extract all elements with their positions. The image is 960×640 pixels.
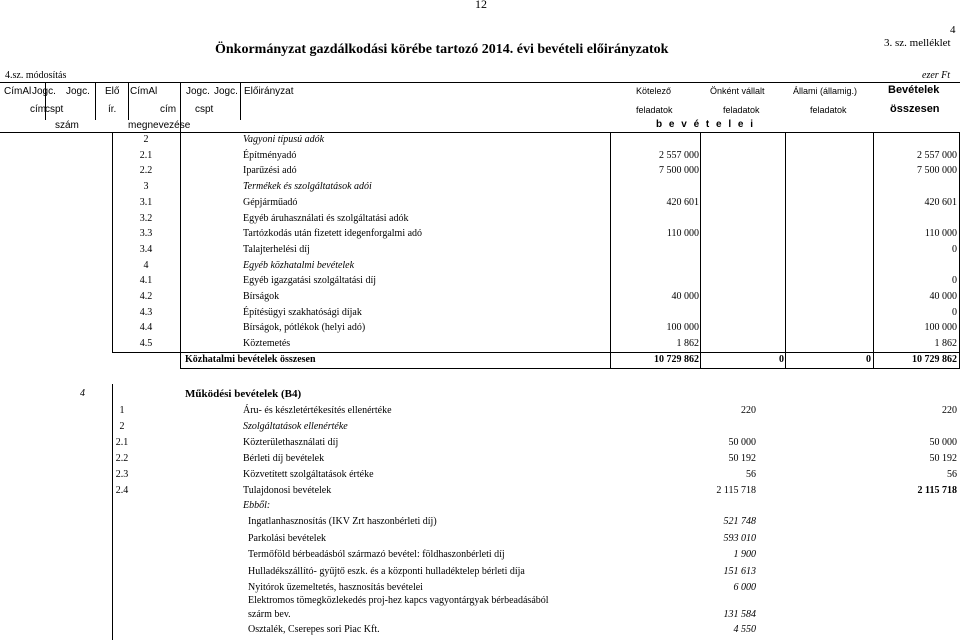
ebbol-name: Hulladékszállító- gyűjtő eszk. és a központi hulladéktelep bérleti díja — [248, 565, 525, 577]
row-onkent: 2 115 718 — [716, 485, 756, 496]
mukodesi-title-row — [0, 386, 960, 402]
header-feladatok-3: feladatok — [810, 105, 847, 115]
header-jogc-3: Jogc. — [186, 86, 210, 97]
row-name: Egyéb közhatalmi bevételek — [243, 259, 355, 271]
row-name: Tartózkodás után fizetett idegenforgalmi adó — [243, 228, 423, 240]
header-kotelezo: Kötelező — [636, 86, 672, 96]
total-label: Közhatalmi bevételek összesen — [185, 354, 316, 365]
header-cspt-2: cspt — [195, 104, 214, 115]
row-code: 3.1 — [139, 196, 153, 208]
row-name: Gépjárműadó — [243, 196, 298, 208]
row-code: 2.3 — [115, 469, 129, 480]
table-row — [0, 419, 960, 435]
row-kotelezo: 2 557 000 — [659, 149, 699, 161]
modification-label: 4.sz. módosítás — [5, 70, 67, 81]
row-code: 2.1 — [115, 437, 129, 448]
row-code: 2.4 — [115, 485, 129, 496]
table-row — [0, 211, 960, 227]
row-osszesen: 0 — [952, 243, 957, 255]
row-osszesen: 420 601 — [924, 196, 957, 208]
row-kotelezo: 7 500 000 — [659, 165, 699, 177]
table-row — [0, 226, 960, 242]
header-szam: szám — [55, 120, 79, 131]
total-osszesen: 10 729 862 — [912, 354, 957, 365]
row-osszesen: 2 115 718 — [917, 485, 957, 496]
row-osszesen: 0 — [952, 275, 957, 287]
row-code: 4.2 — [139, 291, 153, 302]
row-code: 1 — [119, 405, 125, 416]
total-onkent: 0 — [779, 354, 784, 365]
annex-number: 4 — [950, 24, 956, 36]
header-jogc-2: Jogc. — [66, 86, 90, 97]
header-jogc-4: Jogc. — [214, 86, 238, 97]
ebbol-value: 151 613 — [723, 565, 756, 577]
row-osszesen: 110 000 — [924, 228, 957, 240]
elektromos-line2: szárm bev. — [248, 609, 291, 620]
row-name: Bérleti díj bevételek — [243, 453, 325, 464]
row-osszesen: 40 000 — [929, 291, 957, 302]
row-code: 2.2 — [139, 165, 153, 177]
total-kotelezo: 10 729 862 — [654, 354, 699, 365]
row-code: 2 — [143, 134, 149, 145]
row-code: 4.1 — [139, 275, 153, 287]
list-item — [0, 531, 960, 547]
list-item — [0, 564, 960, 580]
table-row — [0, 132, 960, 148]
ebbol-value: 593 010 — [723, 532, 756, 544]
row-name: Iparűzési adó — [243, 165, 297, 177]
total-allami: 0 — [866, 354, 871, 365]
row-name: Talajterhelési díj — [243, 243, 310, 255]
table-row — [0, 451, 960, 467]
row-name: Tulajdonosi bevételek — [243, 485, 332, 496]
row-osszesen: 220 — [942, 405, 957, 416]
table-row — [0, 273, 960, 289]
row-name: Közterülethasználati díj — [243, 437, 339, 448]
row-osszesen: 56 — [947, 469, 957, 480]
header-feladatok-1: feladatok — [636, 105, 673, 115]
row-name: Szolgáltatások ellenértéke — [243, 421, 348, 432]
osztalek-name: Osztalék, Cserepes sori Piac Kft. — [248, 624, 380, 635]
row-code: 4 — [143, 259, 149, 271]
row-kotelezo: 40 000 — [671, 291, 699, 302]
table-row — [0, 195, 960, 211]
section2-title: Működési bevételek (B4) — [185, 388, 302, 400]
row-name: Vagyoni típusú adók — [243, 134, 325, 145]
ebbol-value: 1 900 — [733, 549, 756, 561]
row-code: 4.3 — [139, 306, 153, 318]
row-kotelezo: 110 000 — [666, 228, 699, 240]
row-name: Köztemetés — [243, 338, 291, 350]
row-name: Közvetített szolgáltatások értéke — [243, 469, 374, 480]
table-row — [0, 435, 960, 451]
table-row — [0, 179, 960, 195]
header-osszesen: összesen — [890, 103, 940, 115]
table-row — [0, 305, 960, 321]
row-kotelezo: 1 862 — [676, 338, 699, 350]
row-code: 4.4 — [139, 322, 153, 334]
header-cimal-2: CímAl — [130, 86, 158, 97]
row-code: 3 — [143, 181, 149, 193]
annex-label: 3. sz. melléklet — [884, 37, 951, 49]
ebbol-name: Parkolási bevételek — [248, 532, 327, 544]
row-name: Építményadó — [243, 149, 297, 161]
header-bevetelek: Bevételek — [888, 84, 940, 96]
section2-code: 4 — [80, 388, 85, 399]
table-row — [0, 163, 960, 179]
ebbol-name: Ingatlanhasznosítás (IKV Zrt haszonbérleti díj) — [248, 516, 437, 527]
table-row — [0, 148, 960, 164]
ebbol-row — [0, 498, 960, 514]
kozhatalmi-total-row — [0, 352, 960, 368]
header-elo: Elő — [105, 86, 120, 97]
osztalek-row — [0, 622, 960, 638]
row-onkent: 220 — [741, 405, 756, 416]
row-osszesen: 50 192 — [929, 453, 957, 464]
header-allami: Állami (államig.) — [793, 86, 858, 96]
row-code: 2 — [119, 421, 125, 432]
ebbol-label: Ebből: — [243, 500, 271, 511]
row-name: Áru- és készletértékesítés ellenértéke — [243, 405, 392, 416]
ebbol-value: 6 000 — [733, 582, 756, 594]
row-osszesen: 2 557 000 — [917, 149, 957, 161]
table-row — [0, 336, 960, 352]
ebbol-name: Termőföld bérbeadásból származó bevétel: földhaszonbérleti díj — [248, 549, 505, 561]
page-number: 12 — [475, 0, 487, 11]
row-onkent: 56 — [746, 469, 756, 480]
header-bevetelei: b e v é t e l e i — [656, 119, 756, 130]
osztalek-value: 4 550 — [733, 624, 756, 635]
page-title: Önkormányzat gazdálkodási körébe tartozó 2014. évi bevételi előirányzatok — [215, 42, 669, 57]
list-item — [0, 547, 960, 563]
row-name: Egyéb áruhasználati és szolgáltatási adók — [243, 212, 409, 224]
row-name: Bírságok — [243, 291, 280, 302]
ebbol-value: 521 748 — [723, 516, 756, 527]
row-osszesen: 0 — [952, 306, 957, 318]
table-row — [0, 483, 960, 499]
table-row — [0, 289, 960, 305]
row-code: 4.5 — [139, 338, 153, 350]
row-osszesen: 50 000 — [929, 437, 957, 448]
elektromos-value: 131 584 — [723, 609, 756, 620]
header-onkent: Önként vállalt — [710, 86, 765, 96]
header-cim-1: cím — [30, 104, 47, 115]
table-row — [0, 467, 960, 483]
header-cim-2: cím — [160, 104, 177, 115]
row-osszesen: 7 500 000 — [917, 165, 957, 177]
row-name: Építésügyi szakhatósági díjak — [243, 306, 362, 318]
row-kotelezo: 100 000 — [666, 322, 699, 334]
header-eloiranyzat: Előirányzat — [244, 86, 294, 97]
table-row — [0, 320, 960, 336]
header-ir: ír. — [108, 104, 117, 115]
row-code: 3.3 — [139, 228, 153, 240]
unit-label: ezer Ft — [922, 70, 951, 81]
row-name: Bírságok, pótlékok (helyi adó) — [243, 322, 366, 334]
row-code: 2.1 — [139, 149, 153, 161]
row-kotelezo: 420 601 — [666, 196, 699, 208]
ebbol-name: Nyitórok üzemeltetés, hasznosítás bevételei — [248, 582, 423, 594]
row-name: Egyéb igazgatási szolgáltatási díj — [243, 275, 377, 287]
table-row — [0, 258, 960, 274]
elektromos-line1: Elektromos tömegközlekedés proj-hez kapcs vagyontárgyak bérbeadásából — [248, 595, 549, 606]
table-row — [0, 242, 960, 258]
header-megnevezese: megnevezése — [128, 120, 191, 131]
header-cimal-1: CímAl — [4, 86, 32, 97]
header-jogc-1: Jogc. — [32, 86, 56, 97]
row-osszesen: 1 862 — [934, 338, 957, 350]
row-onkent: 50 192 — [728, 453, 756, 464]
elektromos-row — [0, 593, 960, 625]
header-feladatok-2: feladatok — [723, 105, 760, 115]
row-code: 3.2 — [139, 212, 153, 224]
header-cspt-1: cspt — [45, 104, 64, 115]
row-code: 2.2 — [115, 453, 129, 464]
row-osszesen: 100 000 — [924, 322, 957, 334]
row-name: Termékek és szolgáltatások adói — [243, 181, 372, 193]
row-code: 3.4 — [139, 243, 153, 255]
table-row — [0, 403, 960, 419]
row-kotelezo: 50 000 — [728, 437, 756, 448]
list-item — [0, 514, 960, 530]
